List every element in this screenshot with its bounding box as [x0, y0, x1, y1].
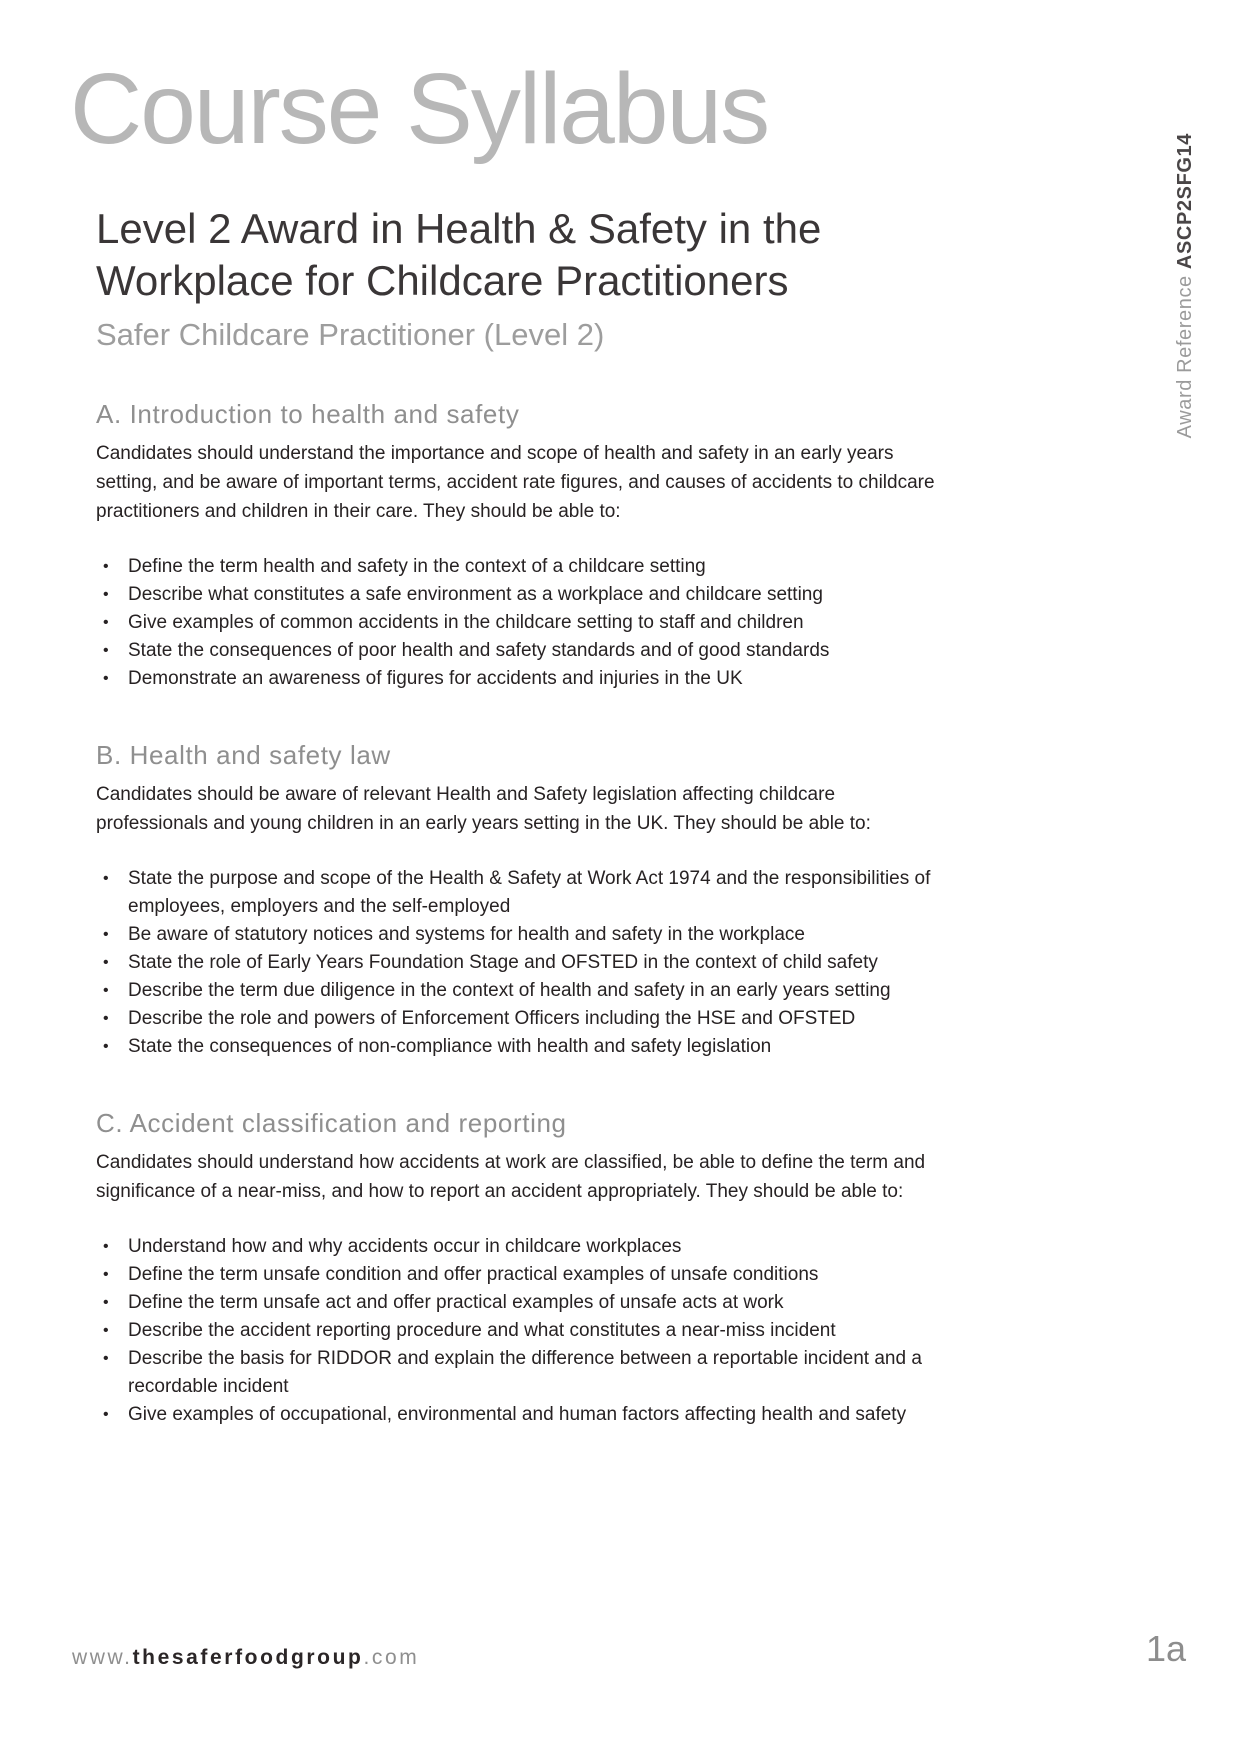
list-item: [96, 1233, 942, 1261]
section-heading: A. Introduction to health and safety: [96, 399, 520, 429]
bullet-text: Define the term health and safety in the context of a childcare setting: [128, 556, 706, 577]
bullet-icon: •: [103, 1294, 109, 1311]
section-intro: Candidates should understand the importance and scope of health and safety in an early years setting, and be aware of important terms, accident rate figures, and causes of accidents to childcare practitioners and children in their care. They should be able to:: [96, 443, 935, 522]
page-number: 1a: [1145, 1628, 1186, 1669]
course-subtitle: Safer Childcare Practitioner (Level 2): [96, 317, 605, 352]
bullet-icon: •: [103, 1322, 109, 1339]
list-item: [96, 609, 942, 637]
bullet-text: Understand how and why accidents occur in childcare workplaces: [128, 1236, 682, 1257]
footer-tld: .com: [363, 1646, 420, 1669]
bullet-list: [96, 1233, 942, 1429]
bullet-text: Define the term unsafe condition and offer practical examples of unsafe conditions: [128, 1264, 819, 1285]
list-item: [96, 1005, 942, 1033]
footer-domain: thesaferfoodgroup: [132, 1646, 364, 1669]
list-item: [96, 1317, 942, 1345]
bullet-list: [96, 865, 942, 1061]
list-item: [96, 637, 942, 665]
bullet-icon: •: [103, 586, 109, 603]
bullet-icon: •: [103, 926, 109, 943]
list-item: [96, 1289, 942, 1317]
bullet-text: Give examples of common accidents in the childcare setting to staff and children: [128, 612, 804, 633]
bullet-text: Describe the role and powers of Enforcement Officers including the HSE and OFSTED: [128, 1008, 856, 1029]
list-item: [96, 581, 942, 609]
bullet-text: State the purpose and scope of the Health & Safety at Work Act 1974 and the responsibilities of employees, employers and the self-employed: [128, 868, 931, 917]
bullet-icon: •: [103, 954, 109, 971]
bullet-icon: •: [103, 1406, 109, 1423]
bullet-icon: •: [103, 1266, 109, 1283]
list-item: [96, 949, 942, 977]
bullet-icon: •: [103, 558, 109, 575]
list-item: [96, 665, 942, 693]
list-item: [96, 1345, 942, 1401]
award-reference: [1174, 133, 1197, 438]
bullet-text: State the consequences of poor health and safety standards and of good standards: [128, 640, 830, 661]
bullet-icon: •: [103, 1038, 109, 1055]
page-title: Course Syllabus: [70, 53, 769, 165]
bullet-icon: •: [103, 642, 109, 659]
section-c-accident-classification: [96, 1107, 942, 1429]
bullet-text: Describe the basis for RIDDOR and explain the difference between a reportable incident and a recordable incident: [128, 1348, 922, 1397]
list-item: [96, 921, 942, 949]
bullet-icon: •: [103, 870, 109, 887]
syllabus-body: [96, 398, 942, 1429]
footer-website: [72, 1646, 419, 1670]
list-item: [96, 865, 942, 921]
bullet-list: [96, 553, 942, 693]
bullet-icon: •: [103, 982, 109, 999]
list-item: [96, 553, 942, 581]
bullet-icon: •: [103, 614, 109, 631]
section-b-health-safety-law: [96, 739, 942, 1061]
bullet-text: State the role of Early Years Foundation Stage and OFSTED in the context of child safety: [128, 952, 878, 973]
section-intro: Candidates should be aware of relevant Health and Safety legislation affecting childcare professionals and young children in an early years setting in the UK. They should be able to:: [96, 784, 871, 834]
course-header: [96, 203, 916, 354]
bullet-text: Demonstrate an awareness of figures for accidents and injuries in the UK: [128, 668, 743, 689]
section-intro: Candidates should understand how accidents at work are classified, be able to define the term and significance of a near-miss, and how to report an accident appropriately. They should be able to:: [96, 1152, 926, 1202]
bullet-text: Be aware of statutory notices and systems for health and safety in the workplace: [128, 924, 805, 945]
award-reference-label: Award Reference: [1174, 269, 1196, 439]
bullet-text: Define the term unsafe act and offer practical examples of unsafe acts at work: [128, 1292, 784, 1313]
list-item: [96, 977, 942, 1005]
list-item: [96, 1261, 942, 1289]
bullet-text: State the consequences of non-compliance with health and safety legislation: [128, 1036, 772, 1057]
section-heading: B. Health and safety law: [96, 740, 391, 770]
bullet-icon: •: [103, 1238, 109, 1255]
list-item: [96, 1033, 942, 1061]
bullet-text: Give examples of occupational, environmental and human factors affecting health and safety: [128, 1404, 907, 1425]
bullet-text: Describe the term due diligence in the context of health and safety in an early years setting: [128, 980, 891, 1001]
bullet-text: Describe the accident reporting procedure and what constitutes a near-miss incident: [128, 1320, 836, 1341]
section-heading: C. Accident classification and reporting: [96, 1108, 567, 1138]
footer-www: www.: [72, 1646, 133, 1669]
list-item: [96, 1401, 942, 1429]
course-heading: Level 2 Award in Health & Safety in the Workplace for Childcare Practitioners: [96, 205, 822, 304]
award-reference-code: ASCP2SFG14: [1174, 133, 1196, 270]
bullet-icon: •: [103, 1350, 109, 1367]
bullet-icon: •: [103, 1010, 109, 1027]
bullet-text: Describe what constitutes a safe environment as a workplace and childcare setting: [128, 584, 823, 605]
section-a-introduction: [96, 398, 942, 693]
bullet-icon: •: [103, 670, 109, 687]
